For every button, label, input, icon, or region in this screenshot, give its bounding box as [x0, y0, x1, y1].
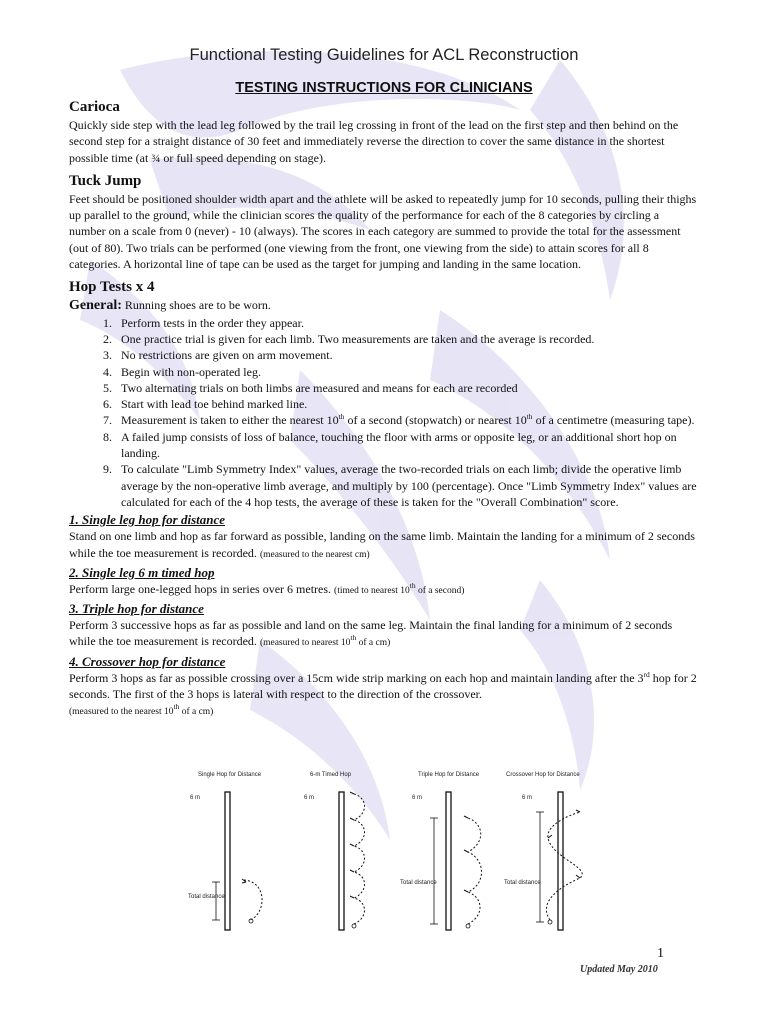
test-2-body: Perform large one-legged hops in series over 6 metres. — [69, 581, 335, 596]
list-item: 4. Begin with non-operated leg. — [115, 364, 697, 380]
test-4-text — [69, 670, 697, 703]
list-item: 1. Perform tests in the order they appear. — [115, 315, 697, 331]
carioca-heading: Carioca — [69, 99, 120, 115]
diagram-distance-label: 6 m — [522, 795, 533, 801]
diagram-distance-label: 6 m — [304, 795, 315, 801]
test-4-body-b: hop for 2 seconds. The first of the 3 hops is lateral with respect to the direction of the crossover. — [69, 670, 697, 702]
diagram-title: Single Hop for Distance — [198, 772, 262, 778]
carioca-text: Quickly side step with the lead leg followed by the trail leg crossing in front of the lead on the first step and then behind on the second step for a straight distance of 30 feet and immediately reverse the direction to cover the same distance in the shortest possible time (at ¾ or full speed depending on stage). — [69, 118, 679, 165]
general-label: General: — [69, 298, 122, 314]
test-2-note-a: (timed to nearest 10 — [334, 585, 410, 596]
test-2-note-sup: th — [409, 580, 416, 590]
diagram-title: 6-m Timed Hop — [310, 772, 352, 778]
list-item: 8. A failed jump consists of loss of balance, touching the floor with arms or opposite leg, or an additional short hop on landing. — [115, 429, 697, 462]
test-1-text — [69, 528, 697, 563]
hop-tests-heading: Hop Tests x 4 — [69, 279, 155, 296]
test-timed-hop — [69, 565, 697, 599]
document-subtitle: TESTING INSTRUCTIONS FOR CLINICIANS — [235, 80, 533, 96]
list-item: 6. Start with lead toe behind marked line. — [115, 396, 697, 412]
test-triple-hop — [69, 601, 697, 652]
updated-date: Updated May 2010 — [580, 964, 658, 975]
test-4-sup: rd — [643, 669, 650, 679]
list-item: 5. Two alternating trials on both limbs are measured and means for each are recorded — [115, 380, 697, 396]
page-number: 1 — [657, 946, 664, 961]
diagram-total-label: Total distance — [400, 880, 437, 886]
section-carioca — [69, 98, 697, 166]
diagram-total-label: Total distance — [188, 894, 225, 900]
test-1-note: (measured to the nearest cm) — [259, 549, 370, 560]
item7-text-b: of a second (stopwatch) or nearest 10 — [344, 413, 527, 428]
diagram-total-label: Total distance — [504, 880, 541, 886]
item7-text-a: Measurement is taken to either the nearest 10 — [121, 413, 339, 428]
test-4-note-a: (measured to the nearest 10 — [69, 707, 174, 718]
hop-diagram-drawing — [496, 768, 634, 946]
section-tuck-jump — [69, 172, 697, 272]
tuck-jump-text: Feet should be positioned shoulder width apart and the athlete will be asked to repeatedly jump for 10 seconds, pulling their thighs up parallel to the ground, while the clinician scores the quality of the performance for each of the 8 categories by circling a number on a scale from 0 (never) - 10 (always). The scores in each category are summed to provide the total for the assessment (out of 80). Two trials can be performed (one viewing from the front, one viewing from the side) to attain scores for all 8 categories. A horizontal line of tape can be used as the target for jumping and landing in the same location. — [69, 191, 697, 272]
test-1-body: Stand on one limb and hop as far forward as possible, landing on the same limb. Maintain the landing for a minimum of 2 seconds while the toe measurement is recorded. — [69, 529, 695, 560]
general-text: Running shoes are to be worn. — [121, 298, 271, 313]
general-line — [69, 297, 697, 314]
test-crossover-hop — [69, 654, 697, 721]
test-3-note-b: of a cm) — [356, 638, 391, 649]
tuck-jump-heading: Tuck Jump — [69, 172, 142, 189]
item7-sup-2: th — [526, 412, 533, 422]
test-1-title: 1. Single leg hop for distance — [69, 512, 226, 528]
test-2-note-b: of a second) — [415, 585, 465, 596]
diagram-crossover-hop — [496, 768, 634, 946]
test-4-note-sup: th — [173, 702, 180, 712]
diagram-title: Triple Hop for Distance — [418, 772, 480, 778]
test-3-text — [69, 617, 697, 652]
list-item: 9. To calculate "Limb Symmetry Index" values, average the two-recorded trials on each limb; divide the operative limb average by the non-operative limb average, and multiply by 100 (percentage). Once "Limb Symmetry Index" values are calculated for each of the 4 hop tests, the average of these is taken for the "Overall Combination" score. — [115, 461, 697, 510]
document-title: Functional Testing Guidelines for ACL Reconstruction — [189, 46, 579, 64]
test-2-title: 2. Single leg 6 m timed hop — [69, 564, 215, 580]
diagram-distance-label: 6 m — [190, 795, 201, 801]
document-body — [69, 98, 697, 721]
test-3-body: Perform 3 successive hops as far as possible and land on the same leg. Maintain the final landing for a minimum of 2 seconds while the toe measurement is recorded. — [69, 618, 673, 649]
item7-sup-1: th — [338, 412, 345, 422]
item7-text-c: of a centimetre (measuring tape). — [532, 413, 695, 428]
test-4-body-a: Perform 3 hops as far as possible crossing over a 15cm wide strip marking on each hop and maintain landing after the 3 — [69, 670, 644, 685]
test-4-note — [69, 702, 697, 720]
test-3-note-sup: th — [350, 633, 357, 643]
test-single-leg-hop — [69, 512, 697, 563]
test-4-note-b: of a cm) — [179, 707, 214, 718]
diagram-title: Crossover Hop for Distance — [506, 772, 580, 778]
section-hop-tests — [69, 278, 697, 510]
test-4-title: 4. Crossover hop for distance — [69, 653, 226, 669]
diagram-distance-label: 6 m — [412, 795, 423, 801]
list-item — [115, 412, 697, 428]
test-2-text — [69, 581, 697, 599]
list-item: 2. One practice trial is given for each limb. Two measurements are taken and the average is recorded. — [115, 331, 697, 347]
hop-rules-list — [69, 315, 697, 511]
test-3-title: 3. Triple hop for distance — [69, 601, 204, 617]
list-item: 3. No restrictions are given on arm movement. — [115, 347, 697, 363]
test-3-note-a: (measured to nearest 10 — [259, 638, 351, 649]
